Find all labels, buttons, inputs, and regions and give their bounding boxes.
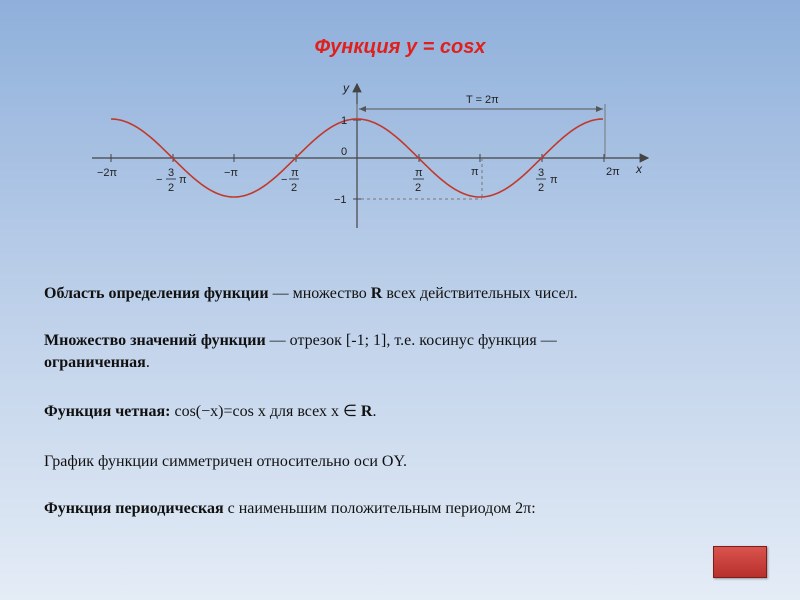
slide-title: Функция y = cosx — [314, 36, 486, 58]
x-tick-3pi-2 — [536, 167, 558, 194]
x-axis-label: x — [636, 162, 642, 176]
svg-text:−: − — [156, 174, 163, 186]
x-tick-minus-pi: −π — [224, 167, 239, 179]
svg-text:2: 2 — [538, 182, 545, 194]
next-slide-button[interactable] — [713, 546, 767, 578]
periodic-statement: Функция периодическая с наименьшим положительным периодом 2π: — [44, 500, 536, 517]
svg-text:−: − — [281, 174, 288, 186]
x-tick-minus-2pi: −2π — [97, 167, 118, 179]
domain-statement: Область определения функции — множество R всех действительных чисел. — [44, 285, 578, 302]
range-statement: Множество значений функции — отрезок [-1; 1], т.е. косинус функция — ограниченная. — [44, 332, 557, 371]
svg-text:3: 3 — [168, 167, 175, 179]
y-tick-minus1: −1 — [334, 194, 347, 206]
x-tick-pi-2 — [413, 167, 424, 194]
svg-text:3: 3 — [538, 167, 545, 179]
svg-text:π: π — [415, 167, 423, 179]
x-tick-pi: π — [471, 166, 479, 178]
period-label: T = 2π — [466, 94, 499, 106]
x-tick-2pi: 2π — [606, 166, 620, 178]
y-tick-1: 1 — [341, 115, 348, 127]
svg-text:2: 2 — [291, 182, 298, 194]
svg-text:π: π — [291, 167, 299, 179]
svg-text:π: π — [550, 174, 558, 186]
y-axis-label: y — [343, 81, 349, 95]
cosine-graph — [0, 0, 800, 240]
even-statement: Функция четная: cos(−x)=cos x для всех x ∈ R. — [44, 403, 377, 420]
svg-text:π: π — [179, 174, 187, 186]
x-tick-minus-pi-2 — [281, 167, 299, 194]
svg-text:2: 2 — [415, 182, 422, 194]
y-tick-0: 0 — [341, 146, 348, 158]
x-tick-minus-3pi-2 — [156, 167, 187, 194]
svg-text:2: 2 — [168, 182, 175, 194]
symmetry-statement: График функции симметричен относительно оси OY. — [44, 453, 407, 470]
